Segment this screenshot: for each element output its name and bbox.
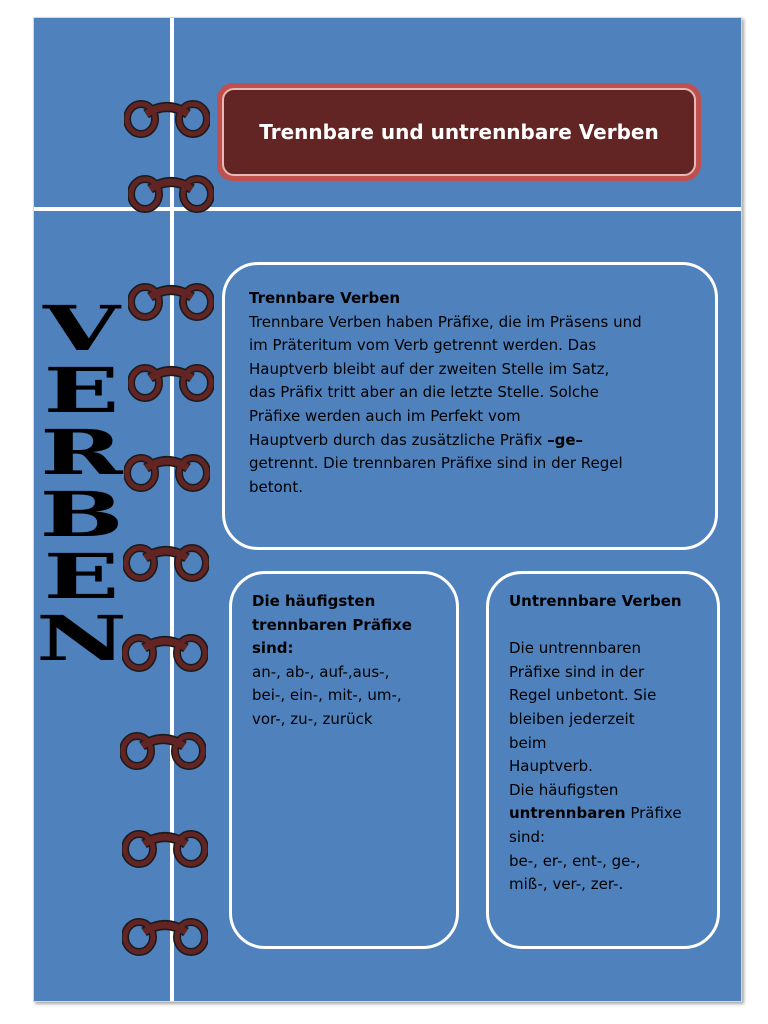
text-line: Regel unbetont. Sie [509, 686, 657, 705]
box-heading: Die häufigsten [252, 592, 376, 610]
text-line: miß-, ver-, zer-. [509, 875, 624, 894]
box-heading: Trennbare Verben [249, 289, 401, 307]
box-heading: Untrennbare Verben [509, 592, 682, 610]
binder-ring-icon [123, 544, 209, 582]
text-line: im Präteritum vom Verb getrennt werden. Das [249, 336, 597, 355]
vertical-title [34, 292, 129, 675]
text-line: Die untrennbaren [509, 639, 641, 658]
vertical-letter: E [43, 540, 120, 613]
bold-prefix: –ge– [547, 430, 584, 449]
text-line: beim [509, 733, 547, 752]
spacer [509, 614, 703, 638]
text-line: vor-, zu-, zurück [252, 709, 373, 728]
vertical-letter: V [43, 292, 120, 365]
text-line: Präfixe sind in der [509, 662, 645, 681]
box-heading: sind: [252, 639, 294, 658]
text-line [509, 802, 703, 826]
text-line: betont. [249, 477, 303, 496]
page-title: Trennbare und untrennbare Verben [259, 120, 659, 144]
text-line: Präfixe werden auch im Perfekt vom [249, 406, 521, 425]
text-line: bei-, ein-, mit-, um-, [252, 686, 402, 705]
vertical-letter: N [36, 602, 127, 675]
binder-ring-icon [128, 175, 214, 213]
text-line: bleiben jederzeit [509, 709, 635, 728]
text-line: be-, er-, ent-, ge-, [509, 851, 641, 870]
binder-ring-icon [124, 454, 210, 492]
binder-ring-icon [128, 364, 214, 402]
title-banner [217, 83, 701, 181]
binder-ring-icon [120, 732, 206, 770]
vertical-letter: R [40, 416, 123, 489]
text-line: Hauptverb. [509, 757, 593, 776]
binder-ring-icon [124, 100, 210, 138]
binder-ring-icon [122, 634, 208, 672]
text-line: Hauptverb bleibt auf der zweiten Stelle im Satz, [249, 359, 610, 378]
binder-ring-icon [122, 830, 208, 868]
vertical-letter: B [39, 478, 124, 551]
box-heading: trennbaren Präfixe [252, 615, 412, 634]
text-line: Die häufigsten [509, 780, 619, 799]
text-line: sind: [509, 827, 546, 846]
notebook-page [33, 17, 742, 1002]
title-banner-inner [222, 88, 696, 176]
text-line: an-, ab-, auf-,aus-, [252, 662, 390, 681]
text-line: das Präfix tritt aber an die letzte Stelle. Solche [249, 383, 599, 402]
text-fragment: Hauptverb durch das zusätzliche Präfix [249, 430, 548, 449]
bold-word: untrennbaren [509, 804, 626, 823]
common-separable-prefixes-box [229, 571, 459, 949]
separable-verbs-box [222, 262, 718, 550]
text-fragment: Präfixe [625, 804, 682, 823]
text-line [249, 429, 695, 453]
binder-ring-icon [122, 918, 208, 956]
inseparable-verbs-box [486, 571, 720, 949]
binder-ring-icon [128, 283, 214, 321]
vertical-letter: E [43, 354, 120, 427]
text-line: Trennbare Verben haben Präfixe, die im Präsens und [249, 312, 642, 331]
text-line: getrennt. Die trennbaren Präfixe sind in der Regel [249, 454, 623, 473]
